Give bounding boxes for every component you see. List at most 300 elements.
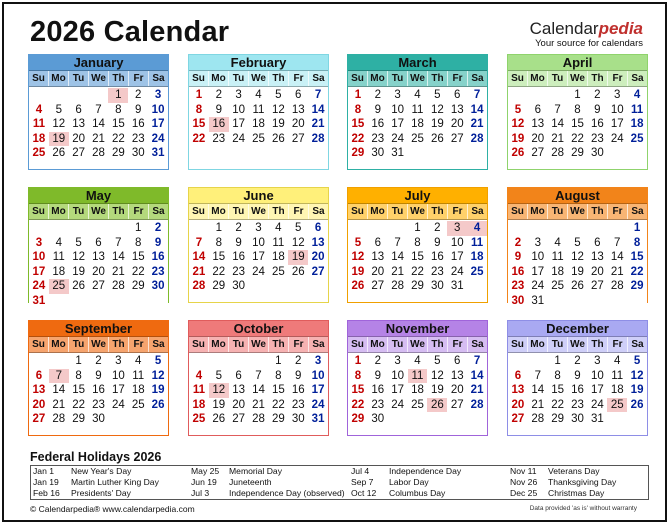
day-cell: 16: [232, 251, 246, 263]
day-cell: 9: [154, 236, 162, 249]
day-cell: 5: [55, 103, 62, 116]
day-cell: 12: [151, 369, 165, 382]
day-cell: 13: [450, 369, 464, 382]
weekday-header: [348, 71, 487, 87]
day-cell: 29: [111, 147, 125, 159]
day-cell: 12: [511, 118, 525, 130]
day-cell: 2: [154, 222, 162, 234]
day-cell: 9: [135, 103, 142, 116]
day-cell-holiday: 26: [427, 398, 447, 413]
day-cell: 18: [32, 132, 46, 145]
day-cell: 24: [531, 280, 545, 292]
day-cell: 6: [534, 103, 541, 116]
day-cell: 16: [151, 251, 165, 263]
day-cell: 17: [391, 118, 405, 130]
day-cell: 25: [192, 413, 206, 425]
holiday-date: Jul 4: [351, 466, 370, 476]
holiday-date: May 25: [191, 466, 220, 476]
day-cell: 17: [610, 118, 624, 130]
day-cell: 6: [454, 89, 461, 101]
day-cell-holiday: 25: [49, 279, 69, 294]
day-cell: 7: [614, 236, 621, 249]
day-cell: 19: [630, 384, 644, 396]
weekday-header: [508, 337, 647, 353]
day-grid: [508, 87, 647, 161]
page-title: 2026 Calendar: [30, 16, 230, 48]
day-cell: 11: [411, 103, 424, 116]
day-cell: 5: [154, 355, 162, 367]
day-cell: 12: [291, 236, 305, 249]
day-cell: 18: [551, 265, 565, 278]
weekday-label: Fr: [129, 337, 149, 352]
day-cell: 20: [311, 251, 325, 263]
day-cell: 7: [195, 236, 203, 249]
day-cell: 20: [450, 118, 464, 130]
day-cell: 12: [430, 369, 444, 382]
day-cell: 23: [511, 280, 525, 292]
day-cell: 30: [131, 147, 145, 159]
brand-logo[interactable]: [530, 20, 643, 50]
day-cell: 11: [630, 103, 644, 116]
day-cell: 14: [52, 384, 66, 396]
day-cell-holiday: 25: [607, 398, 627, 413]
day-cell: 23: [151, 265, 165, 278]
holiday-date: Sep 7: [351, 477, 374, 487]
day-empty: [189, 354, 209, 369]
day-cell: 1: [275, 355, 282, 367]
day-cell: 8: [633, 236, 641, 249]
day-cell: 28: [551, 147, 565, 159]
day-cell: 24: [32, 280, 46, 292]
day-cell: 20: [511, 398, 525, 411]
day-cell: 1: [574, 89, 581, 101]
day-grid: [348, 220, 487, 294]
day-cell: 14: [311, 103, 325, 116]
holiday-row: [508, 488, 648, 499]
holiday-name: Columbus Day: [389, 488, 446, 498]
month-name: August: [508, 188, 647, 204]
day-cell: 15: [411, 251, 424, 263]
day-cell: 29: [351, 147, 365, 159]
day-grid: [508, 353, 647, 427]
weekday-label: Tu: [229, 71, 249, 86]
day-cell: 25: [411, 398, 424, 411]
holiday-date: Dec 25: [510, 488, 538, 498]
day-cell: 15: [111, 118, 125, 130]
day-cell: 14: [192, 251, 206, 263]
weekday-label: Su: [508, 204, 528, 219]
day-cell: 15: [351, 384, 365, 396]
day-cell: 23: [131, 132, 145, 145]
weekday-label: Fr: [448, 337, 468, 352]
day-cell: 28: [52, 413, 66, 425]
day-cell: 26: [291, 265, 305, 278]
day-cell: 11: [52, 251, 65, 263]
holiday-date: Jul 3: [191, 488, 210, 498]
day-empty: [528, 354, 548, 369]
holiday-row: [189, 466, 349, 477]
day-cell: 5: [434, 355, 441, 367]
day-cell: 23: [92, 398, 105, 411]
day-empty: [587, 221, 607, 236]
day-cell: 17: [531, 265, 545, 278]
day-cell: 12: [52, 118, 66, 130]
day-empty: [189, 221, 209, 236]
day-cell: 27: [450, 132, 464, 145]
month-september: [28, 320, 169, 436]
weekday-label: Fr: [608, 71, 628, 86]
day-cell: 9: [594, 103, 601, 116]
day-cell: 10: [311, 369, 325, 382]
day-cell: 10: [151, 103, 165, 116]
day-cell: 8: [414, 236, 421, 249]
weekday-label: Tu: [388, 337, 408, 352]
day-cell: 9: [574, 369, 581, 382]
day-empty: [368, 221, 388, 236]
day-cell: 11: [551, 251, 564, 263]
day-cell: 6: [235, 369, 242, 382]
day-cell: 29: [351, 413, 365, 425]
day-cell: 13: [92, 251, 105, 263]
day-cell: 28: [111, 280, 125, 292]
weekday-label: Tu: [69, 337, 89, 352]
day-cell-holiday: 1: [108, 88, 128, 103]
weekday-header: [348, 337, 487, 353]
weekday-label: Fr: [289, 337, 309, 352]
weekday-label: We: [568, 337, 588, 352]
day-cell: 24: [111, 398, 125, 411]
weekday-label: Su: [29, 71, 49, 86]
day-cell: 27: [92, 280, 105, 292]
weekday-label: We: [89, 337, 109, 352]
day-cell: 16: [92, 384, 105, 396]
day-cell: 19: [151, 384, 165, 396]
day-cell: 25: [411, 132, 424, 145]
day-cell: 24: [252, 265, 265, 278]
weekday-label: Su: [508, 337, 528, 352]
month-may: [28, 187, 169, 307]
day-cell: 17: [232, 118, 246, 130]
day-cell: 20: [590, 265, 604, 278]
day-cell: 12: [72, 251, 86, 263]
day-cell: 9: [514, 251, 522, 263]
holiday-name: Labor Day: [389, 477, 429, 487]
month-name: September: [29, 321, 168, 337]
weekday-label: Fr: [289, 71, 309, 86]
day-cell: 28: [192, 280, 206, 292]
day-cell: 30: [151, 280, 165, 292]
weekday-label: Mo: [49, 204, 69, 219]
day-cell: 29: [131, 280, 145, 292]
day-cell: 10: [391, 369, 405, 382]
day-cell: 25: [630, 132, 644, 145]
weekday-label: We: [89, 204, 109, 219]
day-cell: 8: [135, 236, 142, 249]
day-cell: 7: [115, 236, 122, 249]
day-cell: 7: [314, 89, 322, 101]
day-cell: 29: [411, 280, 424, 292]
holiday-name: New Year's Day: [71, 466, 132, 476]
day-cell: 18: [52, 265, 66, 278]
day-empty: [249, 354, 269, 369]
day-cell: 28: [470, 132, 484, 145]
day-cell: 8: [574, 103, 581, 116]
holiday-name: Martin Luther King Day: [71, 477, 159, 487]
weekday-label: Su: [189, 204, 209, 219]
weekday-label: Th: [588, 71, 608, 86]
day-cell: 4: [275, 222, 282, 234]
day-cell: 26: [630, 398, 644, 411]
day-cell: 26: [212, 413, 226, 425]
day-cell: 5: [75, 236, 82, 249]
day-cell: 6: [35, 369, 43, 382]
day-cell-holiday: 12: [209, 383, 229, 398]
day-empty: [209, 354, 229, 369]
day-cell: 23: [232, 265, 246, 278]
day-grid: [189, 220, 328, 294]
day-cell: 11: [252, 103, 265, 116]
day-cell: 3: [394, 355, 401, 367]
day-cell: 30: [291, 413, 305, 425]
day-cell: 9: [374, 369, 381, 382]
day-cell: 10: [252, 236, 265, 249]
holiday-name: Christmas Day: [548, 488, 605, 498]
weekday-label: Th: [428, 204, 448, 219]
day-cell: 13: [590, 251, 604, 263]
day-cell: 14: [111, 251, 125, 263]
day-cell: 6: [314, 222, 322, 234]
day-cell: 28: [610, 280, 624, 292]
calendar-page: [2, 2, 667, 522]
day-cell: 2: [95, 355, 102, 367]
day-cell: 18: [131, 384, 145, 396]
day-cell: 20: [92, 265, 105, 278]
weekday-label: Mo: [49, 337, 69, 352]
weekday-label: Sa: [152, 339, 165, 350]
weekday-label: Su: [189, 71, 209, 86]
day-cell: 19: [212, 398, 226, 411]
month-name: February: [189, 55, 328, 71]
month-name: May: [29, 188, 168, 204]
weekday-label: We: [89, 71, 109, 86]
day-cell: 3: [235, 89, 242, 101]
day-cell: 11: [132, 369, 145, 382]
day-cell: 25: [551, 280, 565, 292]
day-empty: [548, 88, 568, 103]
day-cell: 6: [514, 369, 522, 382]
day-cell: 4: [195, 369, 203, 382]
day-cell: 22: [111, 132, 125, 145]
weekday-header: [508, 204, 647, 220]
day-cell: 13: [371, 251, 385, 263]
day-cell: 15: [212, 251, 226, 263]
day-cell: 27: [511, 413, 525, 425]
day-cell: 22: [351, 132, 365, 145]
day-cell: 19: [271, 118, 285, 130]
day-cell: 27: [371, 280, 385, 292]
day-cell: 23: [212, 132, 226, 145]
day-cell: 26: [571, 280, 584, 292]
weekday-label: Sa: [471, 206, 484, 217]
day-cell: 5: [275, 89, 282, 101]
day-cell: 18: [411, 118, 424, 130]
month-name: March: [348, 55, 487, 71]
day-cell: 21: [470, 384, 484, 396]
weekday-label: Tu: [229, 337, 249, 352]
day-cell: 14: [470, 369, 484, 382]
holiday-date: Jan 19: [33, 477, 59, 487]
day-cell: 14: [92, 118, 105, 130]
day-cell: 24: [151, 132, 165, 145]
day-cell: 1: [195, 89, 203, 101]
weekday-label: Sa: [631, 73, 644, 84]
weekday-label: Sa: [631, 339, 644, 350]
day-cell: 17: [151, 118, 165, 130]
day-cell: 11: [470, 236, 484, 249]
month-name: April: [508, 55, 647, 71]
brand-name-accent: pedia: [598, 19, 643, 38]
weekday-label: Sa: [312, 206, 325, 217]
day-cell: 20: [531, 132, 545, 145]
day-cell-holiday: 16: [209, 117, 229, 132]
day-empty: [568, 221, 588, 236]
weekday-label: Sa: [312, 73, 325, 84]
day-cell: 8: [554, 369, 561, 382]
day-cell: 24: [610, 132, 624, 145]
day-cell: 2: [374, 355, 381, 367]
weekday-label: Th: [588, 204, 608, 219]
day-cell: 26: [52, 147, 66, 159]
day-cell: 30: [232, 280, 246, 292]
weekday-label: Th: [428, 337, 448, 352]
day-cell: 22: [192, 132, 206, 145]
day-cell: 17: [590, 384, 604, 396]
day-cell: 22: [131, 265, 145, 278]
weekday-label: Su: [508, 71, 528, 86]
day-cell: 31: [311, 413, 325, 425]
weekday-label: Th: [109, 71, 129, 86]
day-cell: 15: [192, 118, 206, 130]
holiday-row: [508, 466, 648, 477]
day-cell: 1: [554, 355, 561, 367]
day-cell: 4: [135, 355, 142, 367]
weekday-label: Mo: [368, 204, 388, 219]
day-cell: 5: [434, 89, 441, 101]
day-cell: 2: [235, 222, 242, 234]
day-cell: 29: [571, 147, 584, 159]
day-cell: 31: [590, 413, 604, 425]
weekday-header: [189, 337, 328, 353]
day-cell: 16: [131, 118, 145, 130]
day-cell: 27: [531, 147, 545, 159]
day-cell: 14: [391, 251, 405, 263]
weekday-label: Mo: [368, 71, 388, 86]
weekday-header: [348, 204, 487, 220]
weekday-label: Mo: [368, 337, 388, 352]
day-cell: 26: [151, 398, 165, 411]
day-cell: 13: [531, 118, 545, 130]
weekday-header: [189, 71, 328, 87]
holiday-name: Veterans Day: [548, 466, 600, 476]
day-cell: 18: [470, 251, 484, 263]
weekday-label: Su: [348, 71, 368, 86]
day-cell: 2: [135, 89, 142, 101]
day-cell: 17: [252, 251, 265, 263]
day-cell: 10: [232, 103, 246, 116]
day-empty: [607, 221, 627, 236]
day-cell: 22: [72, 398, 86, 411]
day-cell: 3: [534, 236, 541, 249]
day-cell: 6: [454, 355, 461, 367]
day-cell: 26: [271, 132, 285, 145]
day-empty: [508, 221, 528, 236]
month-april: [507, 54, 648, 170]
day-cell: 18: [411, 384, 424, 396]
month-name: January: [29, 55, 168, 71]
holidays-title: Federal Holidays 2026: [30, 450, 162, 464]
day-cell-holiday: 3: [447, 221, 467, 236]
weekday-label: Su: [189, 337, 209, 352]
day-cell: 24: [232, 132, 246, 145]
day-cell: 21: [252, 398, 265, 411]
day-empty: [348, 221, 368, 236]
weekday-header: [29, 71, 168, 87]
day-cell: 28: [92, 147, 105, 159]
day-empty: [29, 221, 49, 236]
day-cell: 26: [430, 132, 444, 145]
day-cell: 27: [291, 132, 305, 145]
day-cell: 15: [351, 118, 365, 130]
weekday-label: We: [408, 337, 428, 352]
day-cell: 17: [391, 384, 405, 396]
day-cell: 8: [354, 103, 362, 116]
holiday-row: [349, 466, 508, 477]
day-cell: 11: [32, 118, 45, 130]
holiday-name: Independence Day (observed): [229, 488, 345, 498]
holiday-date: Nov 26: [510, 477, 538, 487]
day-cell: 8: [215, 236, 222, 249]
day-cell: 26: [351, 280, 365, 292]
weekday-header: [189, 204, 328, 220]
day-cell: 9: [374, 103, 381, 116]
weekday-label: Tu: [388, 71, 408, 86]
holiday-date: Jun 19: [191, 477, 217, 487]
day-cell: 12: [430, 103, 444, 116]
day-cell: 14: [531, 384, 545, 396]
day-cell: 21: [311, 118, 325, 130]
weekday-label: Mo: [528, 337, 548, 352]
day-cell: 30: [371, 413, 385, 425]
day-cell: 21: [610, 265, 624, 278]
day-cell: 17: [111, 384, 125, 396]
day-cell: 7: [473, 89, 481, 101]
weekday-label: Tu: [69, 71, 89, 86]
day-cell: 12: [351, 251, 365, 263]
day-cell: 8: [75, 369, 82, 382]
weekday-label: Tu: [548, 71, 568, 86]
day-cell: 15: [571, 118, 584, 130]
day-cell: 2: [514, 236, 522, 249]
day-cell: 19: [511, 132, 525, 145]
day-grid: [348, 87, 487, 161]
day-cell: 15: [551, 384, 565, 396]
day-cell: 18: [630, 118, 644, 130]
day-cell: 2: [434, 222, 441, 234]
day-cell: 20: [72, 132, 86, 145]
day-cell: 8: [354, 369, 362, 382]
day-cell: 23: [371, 398, 385, 411]
weekday-label: Th: [269, 204, 289, 219]
